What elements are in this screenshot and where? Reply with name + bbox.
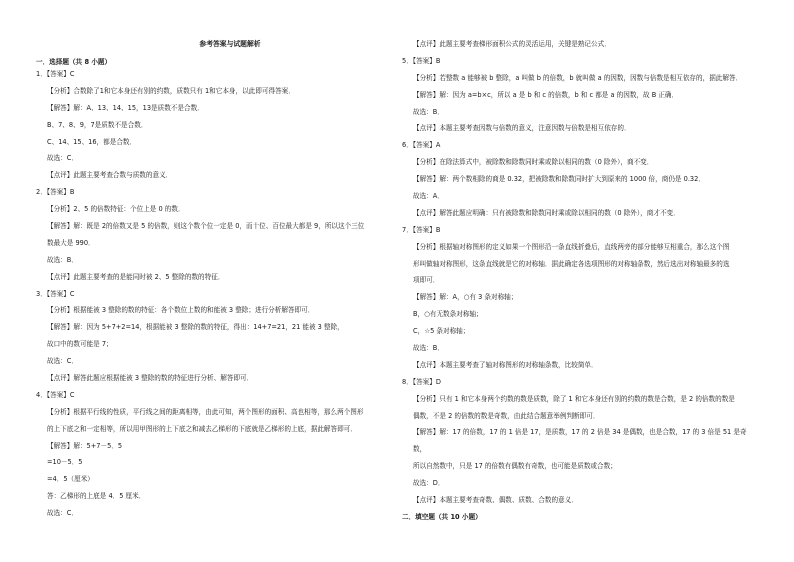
text-line: 【分析】在除法算式中，被除数和除数同时乘或除以相同的数（0 除外），商不变． [413,158,654,167]
text-line: 【分析】根据平行线的性质，平行线之间的距离相等，由此可知，两个图形的面积、高也相等，那么两个图形 [47,407,364,416]
text-line: 偶数，不是 2 的倍数的数是奇数，由此结合题意举例判断即可． [413,411,600,420]
text-line: 【解答】解：既是 2的倍数又是 5 的倍数，则这个数个位一定是 0，而十位、百位最大都是 9，所以这个三位 [47,222,365,231]
text-line: 【点评】此题主要考查合数与质数的意义． [47,171,173,180]
text-line: 【解答】解：17 的倍数，17 的 1 倍是 17，是质数，17 的 2 倍是 34 是偶数，也是合数，17 的 3 倍是 51 是奇 [413,428,747,437]
question-answer-line: 8．【答案】D [402,377,441,386]
text-line: 答：乙梯形的上底是 4．5 厘米． [47,492,146,501]
text-line: 故选：B． [413,107,444,116]
question-answer-line: 5．【答案】B [402,56,441,65]
text-line: 故选：B． [413,344,444,353]
text-line: 【点评】本题主要考查因数与倍数的意义，注意因数与倍数是相互依存的． [413,124,631,133]
text-line: 故选：D． [413,479,445,488]
text-line: 故选：C． [47,154,78,163]
question-answer-line: 1．【答案】C [36,70,75,78]
question-answer-line: 7．【答案】B [402,225,441,234]
text-line: 故选：C． [47,357,78,366]
section-heading: 一．选择题（共 8 小题） [36,58,112,66]
question-answer-line: 6．【答案】A [402,141,441,150]
text-line: 的上下底之和一定相等，所以用甲图形的上下底之和减去乙梯形的下底就是乙梯形的上底，据此解答即可． [47,424,357,433]
text-line: 【点评】本题主要考查奇数、偶数、质数、合数的意义． [413,496,578,505]
text-line: 【解答】解：A、13、14、15，13是质数不是合数． [47,103,204,112]
text-line: =4．5（厘米） [47,475,94,484]
text-line: 【解答】解：A，○有 3 条对称轴； [413,293,518,302]
text-line: B，○有无数条对称轴； [413,310,483,319]
text-line: 【分析】根据能被 3 整除的数的特征：各个数位上数的和能被 3 整除；进行分析解答即可． [47,306,315,315]
text-line: 【点评】此题主要考查梯形面积公式的灵活运用，关键是熟记公式． [413,40,611,48]
text-line: =10－5．5 [47,458,83,467]
section-heading: 二．填空题（共 10 小题） [402,512,482,521]
text-line: B、7、8、9，7是质数不是合数． [47,120,148,129]
text-line: 【解答】解：两个数相除的商是 0.32，把被除数和除数同时扩大到原来的 1000 倍，商仍是 0.32． [413,175,705,184]
text-line: 数最大是 990． [47,238,95,247]
text-line: 故选：A． [413,192,444,201]
text-line: 【解答】解：因为 a=b×c，所以 a 是 b 和 c 的倍数，b 和 c 都是 a 的因数，故 B 正确． [413,90,679,99]
text-line: 项即可． [413,276,440,285]
question-answer-line: 2．【答案】B [36,188,75,197]
text-line: 数， [413,445,427,454]
text-line: 【点评】本题主要考查了轴对称图形的对称轴条数，比较简单． [413,360,598,369]
question-answer-line: 4．【答案】C [36,390,75,399]
text-line: 【分析】若整数 a 能够被 b 整除，a 叫做 b 的倍数，b 就叫做 a 的因数，因数与倍数是相互依存的，据此解答． [413,73,743,82]
right-lines [402,40,764,522]
text-line: 故选：C． [47,509,78,518]
text-line: 【分析】根据轴对称图形的定义如果一个图形沿一条直线折叠后，直线两旁的部分能够互相重合，那么这个图 [413,242,730,251]
text-line: 【点评】解答此题应根据能被 3 整除的数的特征进行分析、解答即可． [47,374,254,383]
text-line: 【解答】解：因为 5+7+2=14，根据能被 3 整除的数的特征，得出：14+7=21，21 能被 3 整除， [47,323,344,332]
question-answer-line: 3．【答案】C [36,289,75,298]
text-line: 故口中的数可能是 7； [47,340,113,349]
page-title: 参考答案与试题解析 [199,40,261,48]
text-line: 【点评】此题主要考查的是能同时被 2、5 整除的数的特征． [47,272,225,281]
text-line: 【分析】合数除了1和它本身还有别的约数，质数只有 1和它本身，以此即可得答案． [47,86,295,95]
text-line: 【解答】解：5+7－5．5 [47,441,123,450]
left-column [36,40,384,526]
left-lines [36,58,384,518]
text-line: C，☆5 条对称轴； [413,327,470,336]
text-line: 【分析】2、5 的倍数特征：个位上是 0 的数． [47,205,185,214]
text-line: 【分析】只有 1 和它本身两个约数的数是质数，除了 1 和它本身还有别的约数的数是合数，是 2 的倍数的数是 [413,394,735,403]
text-line: 【点评】解答此题应明确：只有被除数和除数同时乘或除以相同的数（0 除外），商才不变． [413,208,680,217]
text-line: C、14、15、16，都是合数． [47,137,137,146]
right-column [402,40,764,525]
text-line: 故选：B． [47,255,78,264]
text-line: 所以自然数中，只是 17 的倍数有偶数有奇数，也可能是质数或合数； [413,462,617,471]
text-line: 形叫做轴对称图形，这条直线就是它的对称轴．据此确定各选项图形的对称轴条数，然后选出对称轴最多的选 [413,259,730,268]
